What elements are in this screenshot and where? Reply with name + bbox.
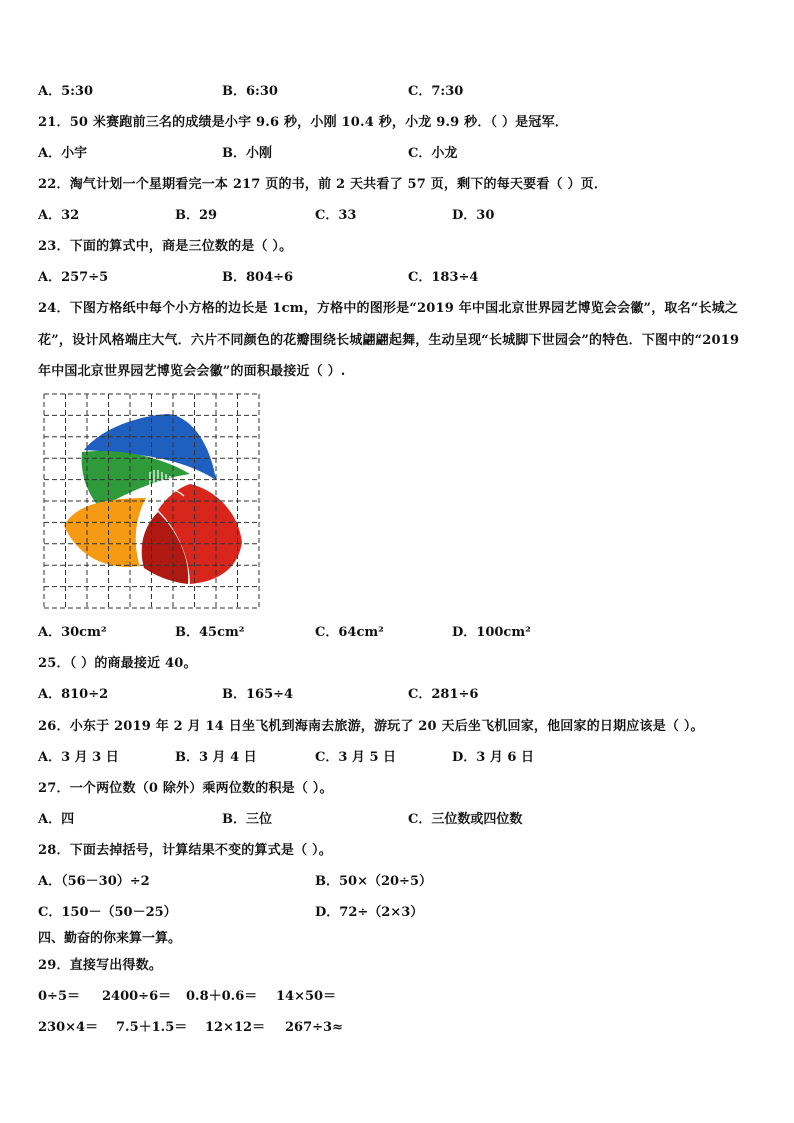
q29-item: 0.8＋0.6＝: [186, 989, 258, 1004]
q26-option-b: B．3 月 4 日: [175, 750, 257, 765]
q26-stem: 26．小东于 2019 年 2 月 14 日坐飞机到海南去旅游，游玩了 20 天后坐飞机回家，他回家的日期应该是（ ）。: [38, 719, 704, 734]
q25-option-a: A．810÷2: [38, 687, 109, 702]
q28-option-c: C．150－（50－25）: [38, 905, 177, 920]
q29-item: 12×12＝: [205, 1020, 266, 1035]
q27-option-a: A．四: [38, 812, 75, 827]
q28-stem: 28．下面去掉括号，计算结果不变的算式是（ ）。: [38, 843, 332, 858]
q24-stem-line2: 花”，设计风格端庄大气．六片不同颜色的花瓣围绕长城翩翩起舞，生动呈现“长城脚下世园会”的特色．下图中的“2019: [38, 333, 740, 348]
q29-stem: 29．直接写出得数。: [38, 958, 163, 973]
q29-item: 230×4＝: [38, 1020, 99, 1035]
q22-option-c: C．33: [315, 208, 357, 223]
q24-option-d: D．100cm²: [452, 625, 531, 640]
q26-option-d: D．3 月 6 日: [452, 750, 534, 765]
q22-option-b: B．29: [175, 208, 218, 223]
section-4-heading: 四、勤奋的你来算一算。: [38, 931, 182, 946]
q25-option-b: B．165÷4: [222, 687, 294, 702]
q29-item: 7.5＋1.5＝: [116, 1020, 188, 1035]
q24-option-c: C．64cm²: [315, 625, 384, 640]
q21-option-c: C．小龙: [408, 146, 458, 161]
q23-option-c: C．183÷4: [408, 270, 479, 285]
dashed-grid: [44, 394, 259, 608]
q27-option-b: B．三位: [222, 812, 272, 827]
q24-stem-line3: 年中国北京世界园艺博览会会徽”的面积最接近（ ）.: [38, 364, 346, 379]
q21-stem: 21．50 米赛跑前三名的成绩是小宇 9.6 秒，小刚 10.4 秒，小龙 9.9 秒．（ ）是冠军．: [38, 115, 568, 130]
q28-option-b: B．50×（20÷5）: [315, 874, 433, 889]
q26-option-c: C．3 月 5 日: [315, 750, 397, 765]
expo-emblem-grid-figure: [40, 392, 260, 610]
q29-item: 0÷5＝: [38, 989, 80, 1004]
q29-item: 2400÷6＝: [102, 989, 172, 1004]
q24-option-a: A．30cm²: [38, 625, 107, 640]
q20-option-c: C．7:30: [408, 84, 464, 99]
q20-option-b: B．6:30: [222, 84, 278, 99]
q25-stem: 25．（ ）的商最接近 40。: [38, 656, 197, 671]
q20-option-a: A．5:30: [38, 84, 94, 99]
q27-stem: 27．一个两位数（0 除外）乘两位数的积是（ ）。: [38, 781, 333, 796]
q24-stem-line1: 24．下图方格纸中每个小方格的边长是 1cm，方格中的图形是“2019 年中国北京世界园艺博览会会徽”，取名“长城之: [38, 301, 739, 316]
q24-option-b: B．45cm²: [175, 625, 245, 640]
q29-item: 14×50＝: [276, 989, 337, 1004]
q26-option-a: A．3 月 3 日: [38, 750, 119, 765]
q22-stem: 22．淘气计划一个星期看完一本 217 页的书，前 2 天共看了 57 页，剩下的每天要看（ ）页．: [38, 177, 608, 192]
q23-option-b: B．804÷6: [222, 270, 294, 285]
orange-petal: [64, 498, 146, 567]
q27-option-c: C．三位数或四位数: [408, 812, 523, 827]
q21-option-b: B．小刚: [222, 146, 272, 161]
q28-option-d: D．72÷（2×3）: [315, 905, 424, 920]
q23-option-a: A．257÷5: [38, 270, 109, 285]
q22-option-a: A．32: [38, 208, 80, 223]
q28-option-a: A．（56－30）÷2: [38, 874, 150, 889]
q22-option-d: D．30: [452, 208, 495, 223]
emblem-svg: [40, 392, 260, 610]
q23-stem: 23．下面的算式中，商是三位数的是（ ）。: [38, 239, 293, 254]
q29-item: 267÷3≈: [285, 1020, 343, 1035]
q25-option-c: C．281÷6: [408, 687, 479, 702]
q21-option-a: A．小宇: [38, 146, 88, 161]
